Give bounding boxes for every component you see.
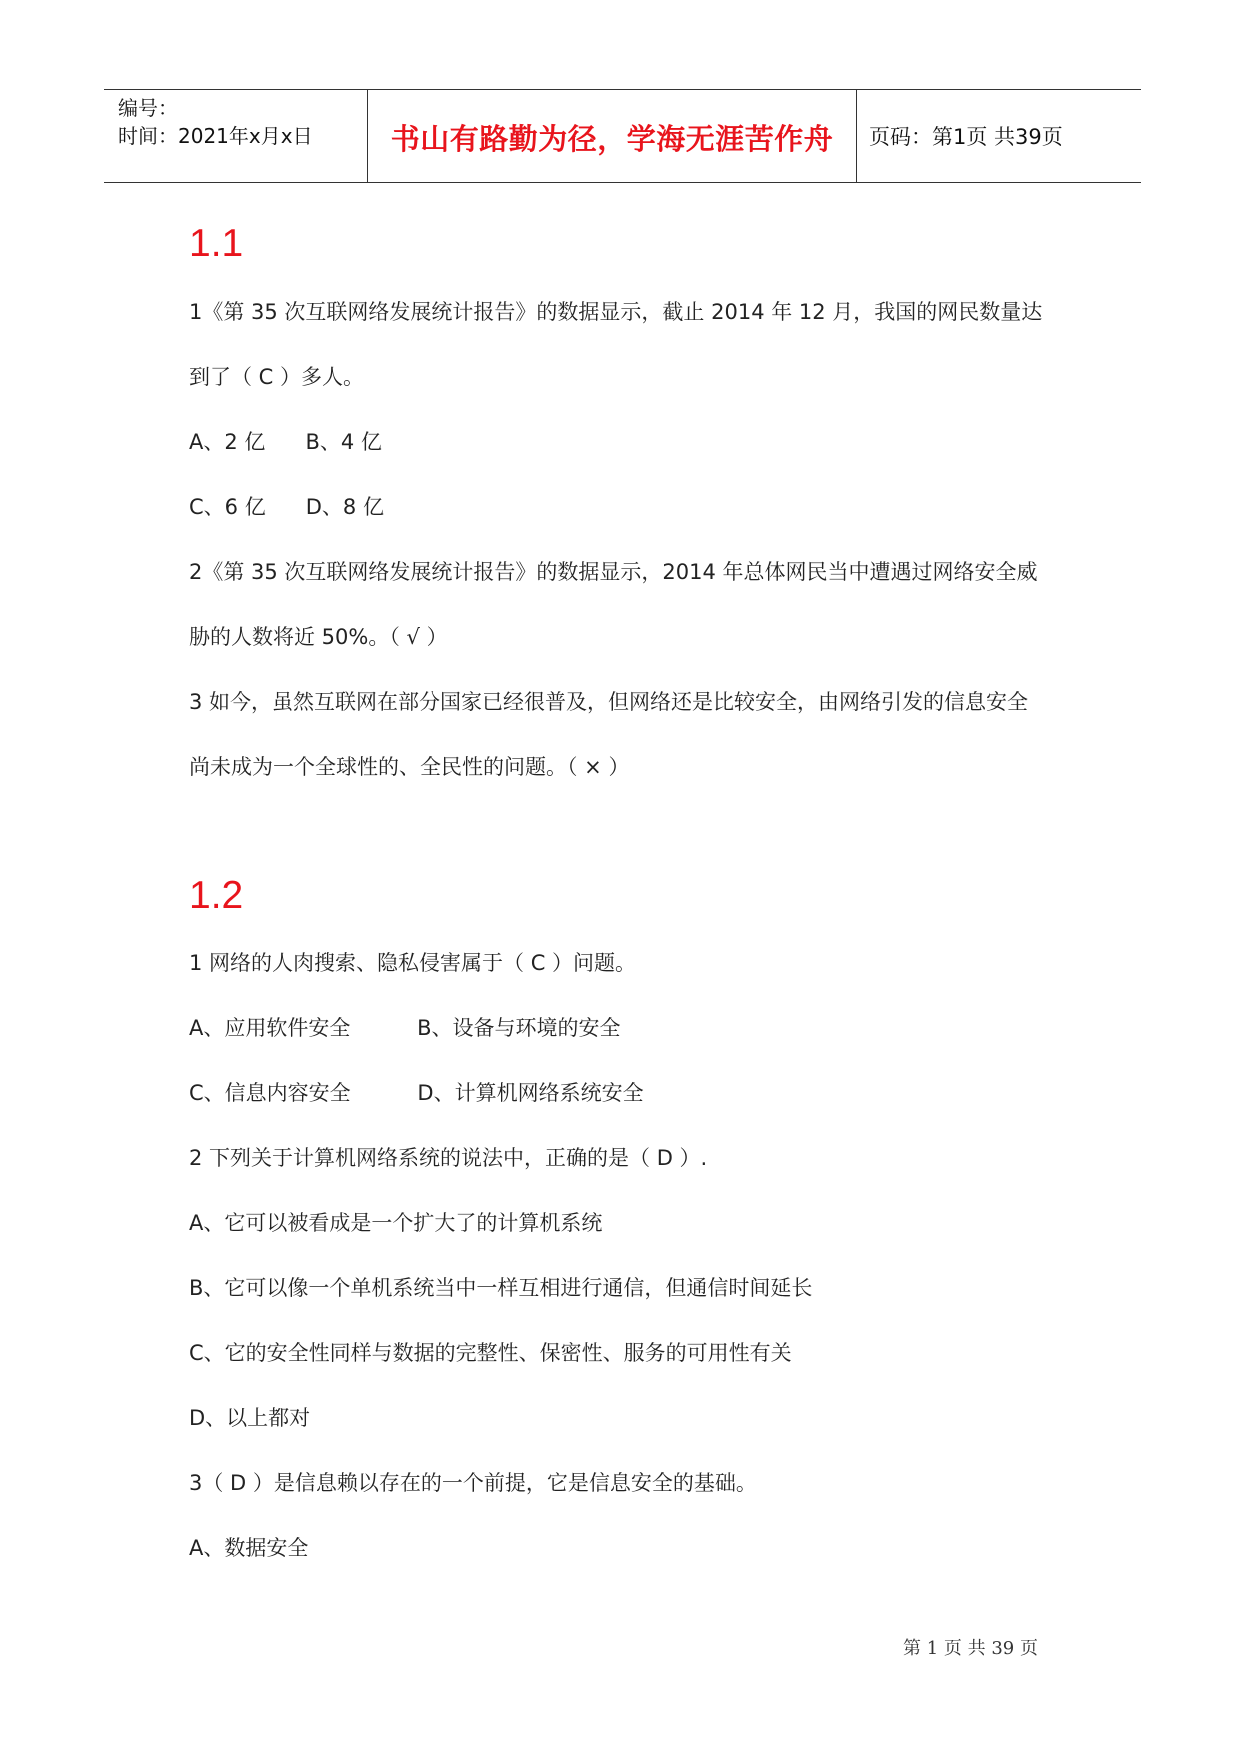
- question-line: 3（ D ）是信息赖以存在的一个前提，它是信息安全的基础。: [189, 1471, 757, 1495]
- page-footer: 第 1 页 共 39 页: [903, 1638, 1038, 1659]
- time-label: 时间：2021年x月x日: [118, 124, 313, 148]
- question-line: 1 网络的人肉搜索、隐私侵害属于（ C ）问题。: [189, 951, 637, 975]
- question-line: 2 下列关于计算机网络系统的说法中，正确的是（ D ）.: [189, 1146, 708, 1170]
- question-line: 胁的人数将近 50%。（ √ ）: [189, 625, 448, 649]
- question-line: 1《第 35 次互联网络发展统计报告》的数据显示，截止 2014 年 12 月，我国的网民数量达: [189, 300, 1043, 324]
- option-line: C、6 亿 D、8 亿: [189, 495, 384, 519]
- number-label: 编号：: [118, 96, 178, 120]
- header-meta: [104, 90, 368, 182]
- option-line: D、以上都对: [189, 1406, 311, 1430]
- question-line: 尚未成为一个全球性的、全民性的问题。（ × ）: [189, 755, 630, 779]
- header-table: [104, 89, 1141, 183]
- option-line: C、信息内容安全 D、计算机网络系统安全: [189, 1081, 644, 1105]
- section-heading: 1.2: [189, 874, 244, 917]
- header-motto: 书山有路勤为径，学海无涯苦作舟: [368, 90, 857, 182]
- question-line: 到了（ C ）多人。: [189, 365, 365, 389]
- question-line: 3 如今，虽然互联网在部分国家已经很普及，但网络还是比较安全，由网络引发的信息安全: [189, 690, 1029, 714]
- option-line: A、数据安全: [189, 1536, 309, 1560]
- option-line: C、它的安全性同样与数据的完整性、保密性、服务的可用性有关: [189, 1341, 792, 1365]
- question-line: 2《第 35 次互联网络发展统计报告》的数据显示，2014 年总体网民当中遭遇过网络安全威: [189, 560, 1038, 584]
- section-heading: 1.1: [189, 222, 244, 265]
- option-line: A、它可以被看成是一个扩大了的计算机系统: [189, 1211, 603, 1235]
- header-page-info: 页码：第1页 共39页: [869, 125, 1063, 149]
- option-line: B、它可以像一个单机系统当中一样互相进行通信，但通信时间延长: [189, 1276, 813, 1300]
- option-line: A、应用软件安全 B、设备与环境的安全: [189, 1016, 621, 1040]
- option-line: A、2 亿 B、4 亿: [189, 430, 382, 454]
